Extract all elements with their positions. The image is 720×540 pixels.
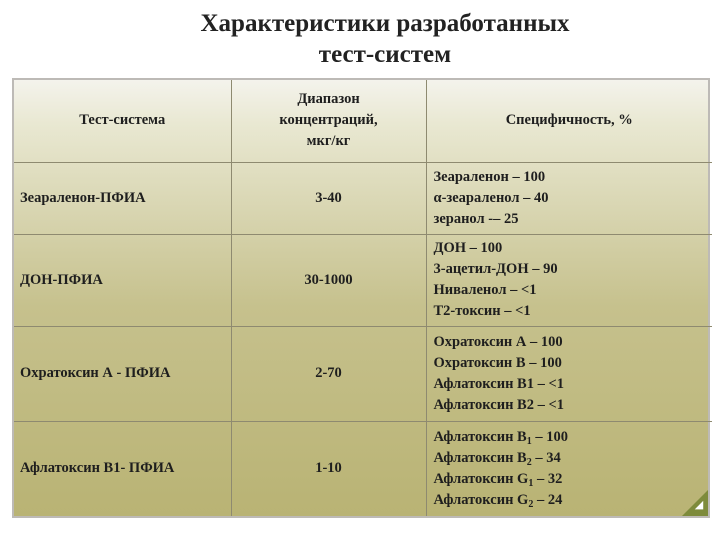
- row-range: 1-10: [231, 421, 426, 516]
- header-range-line-3: мкг/кг: [306, 133, 351, 150]
- specificity-line: Афлатоксин В1 – <1: [433, 375, 564, 392]
- row-range: 2-70: [231, 326, 426, 421]
- header-range-line-2: концентраций,: [279, 112, 378, 129]
- title-line-1: Характеристики разработанных: [200, 10, 570, 37]
- header-range-line-1: Диапазон: [297, 91, 360, 108]
- specificity-line: Афлатоксин $G_1 - 32$: [433, 470, 563, 489]
- slide-title: [0, 8, 720, 70]
- header-test-system: Тест-система: [14, 80, 231, 162]
- specificity-line: 3-ацетил-ДОН – 90: [433, 261, 558, 277]
- specificity-line: ДОН – 100: [433, 240, 503, 256]
- specificity-line: Т2-токсин – <1: [433, 303, 531, 319]
- table-row: [14, 421, 712, 516]
- specificity-line: Зеараленон – 100: [433, 168, 546, 185]
- characteristics-table: [14, 80, 712, 516]
- specificity-line: Афлатоксин $В_2 - 34$: [433, 449, 561, 468]
- characteristics-table-frame: [12, 78, 710, 518]
- specificity-line: α-зеараленол – 40: [433, 189, 549, 206]
- specificity-line: Афлатоксин $G_2 - 24$: [433, 491, 563, 510]
- title-line-2: тест-систем: [318, 41, 452, 68]
- arrow-down-right-icon[interactable]: ◢: [694, 498, 704, 511]
- table-row: [14, 162, 712, 234]
- header-row: [14, 80, 712, 162]
- header-specificity: Специфичность, %: [426, 80, 712, 162]
- specificity-line: зеранол -– 25: [433, 210, 519, 227]
- row-test-system: ДОН-ПФИА: [14, 234, 231, 326]
- specificity-line: Охратоксин В – 100: [433, 354, 562, 371]
- row-specificity: [426, 162, 712, 234]
- row-specificity: [426, 326, 712, 421]
- row-range: 3-40: [231, 162, 426, 234]
- specificity-line: Афлатоксин $В_1 - 100$: [433, 428, 568, 447]
- row-test-system: Зеараленон-ПФИА: [14, 162, 231, 234]
- table-row: [14, 326, 712, 421]
- row-test-system: Охратоксин А - ПФИА: [14, 326, 231, 421]
- specificity-line: Охратоксин А – 100: [433, 333, 563, 350]
- specificity-line: Афлатоксин В2 – <1: [433, 396, 564, 413]
- specificity-line: Ниваленол – <1: [433, 282, 537, 298]
- table-row: [14, 234, 712, 326]
- row-specificity: [426, 421, 712, 516]
- row-range: 30-1000: [231, 234, 426, 326]
- header-concentration-range: [231, 80, 426, 162]
- row-test-system: Афлатоксин В1- ПФИА: [20, 460, 175, 477]
- row-specificity: [426, 234, 712, 326]
